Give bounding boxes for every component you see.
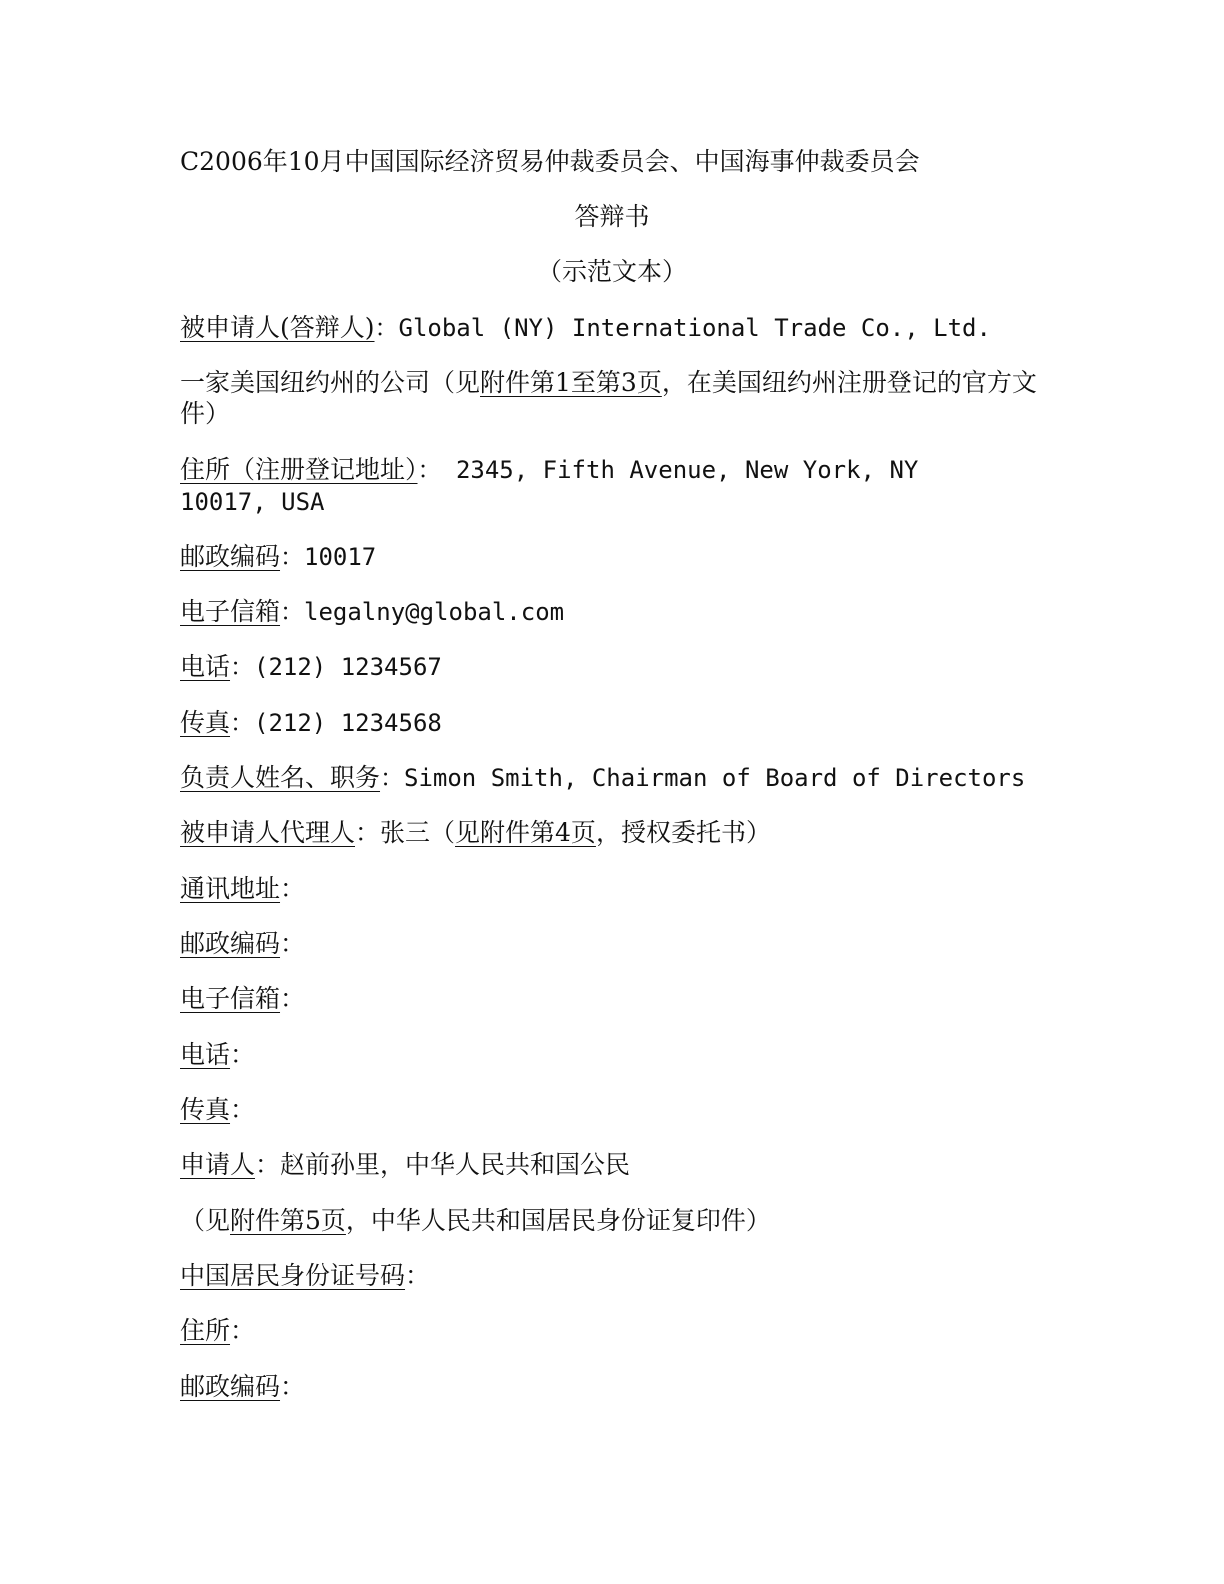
respondent-phone-line bbox=[180, 651, 1050, 683]
claimant-id-line bbox=[180, 1260, 1050, 1291]
respondent-address-label: 住所（注册登记地址） bbox=[180, 455, 418, 484]
respondent-phone-value: ：(212) 1234567 bbox=[230, 653, 442, 681]
claimant-note-ref: 附件第5页 bbox=[230, 1206, 346, 1235]
respondent-company-note bbox=[180, 367, 1050, 429]
agent-value-suffix: ，授权委托书） bbox=[595, 818, 771, 847]
claimant-postcode-line bbox=[180, 1371, 1050, 1402]
colon: ： bbox=[230, 1040, 256, 1069]
agent-fax-label: 传真 bbox=[180, 1095, 231, 1124]
respondent-line bbox=[180, 312, 1050, 344]
agent-fax-line bbox=[180, 1094, 1050, 1125]
agent-phone-label: 电话 bbox=[180, 1040, 231, 1069]
respondent-fax-line bbox=[180, 707, 1050, 739]
company-note-prefix: 一家美国纽约州的公司（见 bbox=[180, 368, 481, 397]
document-header-title: C2006年10月中国国际经济贸易仲裁委员会、中国海事仲裁委员会 bbox=[180, 147, 920, 176]
agent-postcode-line bbox=[180, 928, 1050, 959]
document-title: 答辩书 bbox=[574, 202, 650, 231]
company-note-ref: 附件第1至第3页 bbox=[480, 368, 662, 397]
colon: ： bbox=[280, 1372, 306, 1401]
claimant-line bbox=[180, 1149, 1050, 1180]
claimant-id-label: 中国居民身份证号码 bbox=[180, 1261, 406, 1290]
respondent-address-value: ： 2345, Fifth Avenue, New York, NY 10017, USA bbox=[180, 456, 919, 516]
colon: ： bbox=[405, 1261, 431, 1290]
respondent-postcode-label: 邮政编码 bbox=[180, 542, 281, 571]
claimant-address-label: 住所 bbox=[180, 1316, 231, 1345]
colon: ： bbox=[230, 1095, 256, 1124]
agent-postcode-label: 邮政编码 bbox=[180, 929, 281, 958]
respondent-email-value: ：legalny@global.com bbox=[280, 598, 565, 626]
respondent-label: 被申请人(答辩人) bbox=[180, 313, 375, 342]
respondent-fax-label: 传真 bbox=[180, 708, 231, 737]
agent-line bbox=[180, 817, 1050, 848]
respondent-phone-label: 电话 bbox=[180, 652, 231, 681]
claimant-postcode-label: 邮政编码 bbox=[180, 1372, 281, 1401]
respondent-postcode-value: ：10017 bbox=[280, 543, 377, 571]
claimant-note-line bbox=[180, 1205, 1050, 1236]
respondent-address-line bbox=[180, 454, 970, 518]
agent-email-line bbox=[180, 983, 1050, 1014]
claimant-note-prefix: （见 bbox=[180, 1206, 231, 1235]
colon: ： bbox=[280, 874, 306, 903]
agent-phone-line bbox=[180, 1039, 1050, 1070]
respondent-postcode-line bbox=[180, 541, 1050, 573]
respondent-fax-value: ：(212) 1234568 bbox=[230, 709, 442, 737]
respondent-email-label: 电子信箱 bbox=[180, 597, 281, 626]
claimant-label: 申请人 bbox=[180, 1150, 256, 1179]
document-subtitle: （示范文本） bbox=[536, 257, 687, 286]
respondent-head-label: 负责人姓名、职务 bbox=[180, 763, 381, 792]
agent-email-label: 电子信箱 bbox=[180, 984, 281, 1013]
respondent-head-line bbox=[180, 762, 1050, 794]
respondent-email-line bbox=[180, 596, 1050, 628]
agent-value-prefix: ：张三（ bbox=[355, 818, 456, 847]
agent-ref: 见附件第4页 bbox=[455, 818, 596, 847]
colon: ： bbox=[280, 929, 306, 958]
company-note-suffix: ，在美国纽约州注册登记的官方文件） bbox=[180, 368, 1037, 428]
claimant-note-suffix: ，中华人民共和国居民身份证复印件） bbox=[345, 1206, 771, 1235]
claimant-value: ：赵前孙里，中华人民共和国公民 bbox=[255, 1150, 631, 1179]
agent-address-label: 通讯地址 bbox=[180, 874, 281, 903]
colon: ： bbox=[280, 984, 306, 1013]
agent-address-line bbox=[180, 873, 1050, 904]
agent-label: 被申请人代理人 bbox=[180, 818, 356, 847]
colon: ： bbox=[230, 1316, 256, 1345]
claimant-address-line bbox=[180, 1315, 1050, 1346]
respondent-head-value: ：Simon Smith, Chairman of Board of Directors bbox=[380, 764, 1026, 792]
respondent-name: ：Global (NY) International Trade Co., Ltd. bbox=[374, 314, 991, 342]
